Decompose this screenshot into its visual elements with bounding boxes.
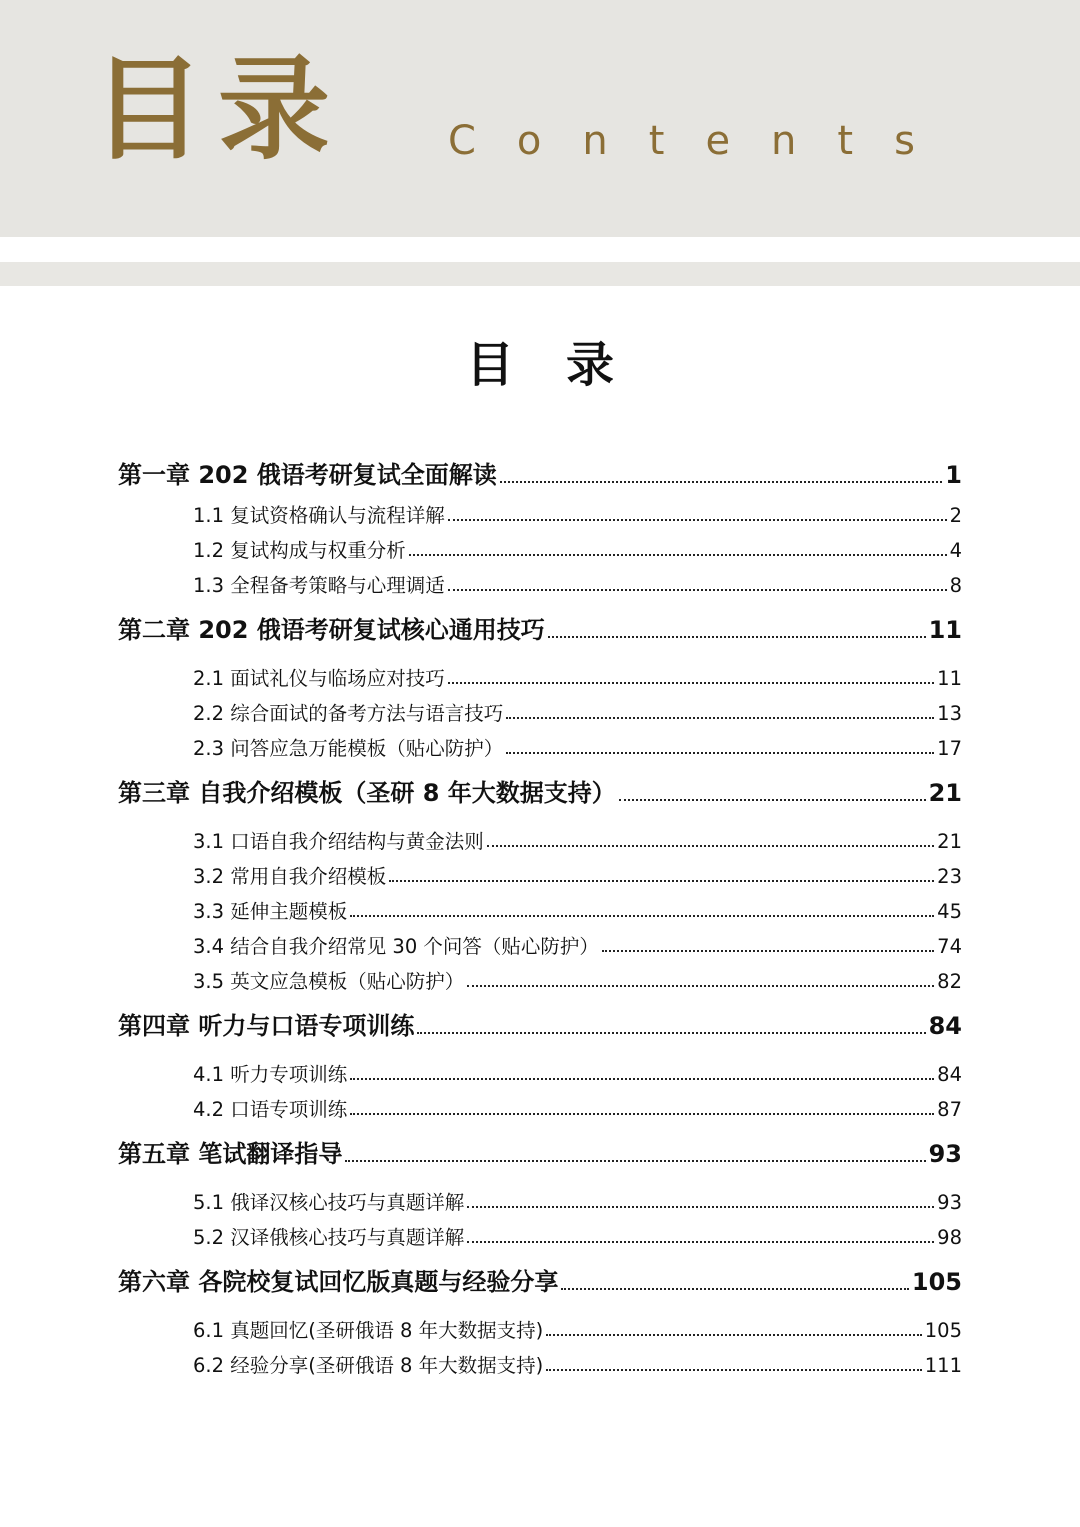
toc-entry-page: 111 [924,1353,962,1377]
toc-entry-page: 21 [928,779,962,808]
toc-section-3-5[interactable] [193,965,962,993]
dot-leader [487,845,934,847]
toc-entry-label: 1.2 复试构成与权重分析 [193,538,406,562]
toc-entry-label: 1.3 全程备考策略与心理调适 [193,573,445,597]
toc-entry-label: 1.1 复试资格确认与流程详解 [193,503,445,527]
toc-section-4-2[interactable] [193,1093,962,1121]
toc-entry-page: 82 [937,969,962,993]
toc-section-6-1[interactable] [193,1314,962,1342]
toc-section-1-1[interactable] [193,499,962,527]
toc-entry-label: 第五章 笔试翻译指导 [118,1140,343,1169]
toc-entry-page: 84 [928,1012,962,1041]
toc-section-3-1[interactable] [193,825,962,853]
dot-leader [345,1160,925,1162]
toc-entry-page: 84 [937,1062,962,1086]
dot-leader [619,799,926,801]
toc-entry-page: 23 [937,864,962,888]
toc-chapter-3[interactable] [118,774,962,808]
toc-entry-label: 5.1 俄译汉核心技巧与真题详解 [193,1190,465,1214]
toc-section-3-4[interactable] [193,930,962,958]
toc-entry-label: 5.2 汉译俄核心技巧与真题详解 [193,1225,465,1249]
toc-entry-page: 98 [937,1225,962,1249]
header-subtitle: Contents [448,118,956,164]
toc-entry-page: 93 [928,1140,962,1169]
dot-leader [467,1206,934,1208]
toc-entry-page: 105 [911,1268,962,1297]
dot-leader [546,1334,922,1336]
toc-entry-label: 3.3 延伸主题模板 [193,899,348,923]
toc-entry-page: 2 [949,503,962,527]
toc-section-1-2[interactable] [193,534,962,562]
dot-leader [467,985,934,987]
toc-chapter-4[interactable] [118,1007,962,1041]
toc-entry-page: 4 [949,538,962,562]
toc-entry-label: 第二章 202 俄语考研复试核心通用技巧 [118,616,545,645]
dot-leader [506,752,934,754]
dot-leader [448,589,947,591]
toc-entry-label: 2.1 面试礼仪与临场应对技巧 [193,666,445,690]
toc-entry-label: 6.2 经验分享(圣研俄语 8 年大数据支持) [193,1353,544,1377]
toc-entry-label: 3.5 英文应急模板（贴心防护） [193,969,465,993]
toc-section-3-3[interactable] [193,895,962,923]
toc-entry-page: 74 [937,934,962,958]
toc-entry-page: 13 [937,701,962,725]
toc-entry-label: 4.2 口语专项训练 [193,1097,348,1121]
toc-entry-label: 2.3 问答应急万能模板（贴心防护） [193,736,504,760]
dot-leader [506,717,934,719]
dot-leader [548,636,926,638]
toc-entry-page: 87 [937,1097,962,1121]
dot-leader [350,1078,934,1080]
dot-leader [350,915,934,917]
toc-entry-label: 第三章 自我介绍模板（圣研 8 年大数据支持） [118,779,616,808]
toc-entry-label: 4.1 听力专项训练 [193,1062,348,1086]
toc-section-5-1[interactable] [193,1186,962,1214]
toc-entry-page: 8 [949,573,962,597]
toc-section-4-1[interactable] [193,1058,962,1086]
toc-entry-label: 第四章 听力与口语专项训练 [118,1012,415,1041]
toc-entry-label: 3.2 常用自我介绍模板 [193,864,387,888]
toc-entry-page: 93 [937,1190,962,1214]
header-title: 目录 [92,44,344,175]
toc-entry-label: 第一章 202 俄语考研复试全面解读 [118,461,497,490]
dot-leader [546,1369,922,1371]
dot-leader [417,1032,925,1034]
toc-entry-page: 11 [937,666,962,690]
toc-section-3-2[interactable] [193,860,962,888]
toc-chapter-5[interactable] [118,1135,962,1169]
toc-section-2-3[interactable] [193,732,962,760]
dot-leader [448,682,934,684]
toc-chapter-1[interactable] [118,456,962,490]
toc-chapter-2[interactable] [118,611,962,645]
toc-entry-page: 11 [928,616,962,645]
toc-entry-page: 17 [937,736,962,760]
toc-entry-page: 1 [945,461,962,490]
toc-section-2-2[interactable] [193,697,962,725]
toc-entry-label: 3.1 口语自我介绍结构与黄金法则 [193,829,484,853]
toc-section-5-2[interactable] [193,1221,962,1249]
dot-leader [561,1288,909,1290]
toc-entry-page: 45 [937,899,962,923]
dot-leader [409,554,947,556]
dot-leader [448,519,947,521]
dot-leader [500,481,942,483]
dot-leader [467,1241,934,1243]
toc-chapter-6[interactable] [118,1263,962,1297]
toc-entry-page: 105 [924,1318,962,1342]
toc-section-2-1[interactable] [193,662,962,690]
toc-section-1-3[interactable] [193,569,962,597]
toc-entry-label: 3.4 结合自我介绍常见 30 个问答（贴心防护） [193,934,599,958]
toc-section-6-2[interactable] [193,1349,962,1377]
dot-leader [389,880,934,882]
toc-entry-label: 2.2 综合面试的备考方法与语言技巧 [193,701,504,725]
toc-title: 目录 [465,337,666,393]
toc-entry-label: 6.1 真题回忆(圣研俄语 8 年大数据支持) [193,1318,544,1342]
dot-leader [350,1113,934,1115]
toc-entry-label: 第六章 各院校复试回忆版真题与经验分享 [118,1268,559,1297]
toc-entry-page: 21 [937,829,962,853]
dot-leader [602,950,934,952]
